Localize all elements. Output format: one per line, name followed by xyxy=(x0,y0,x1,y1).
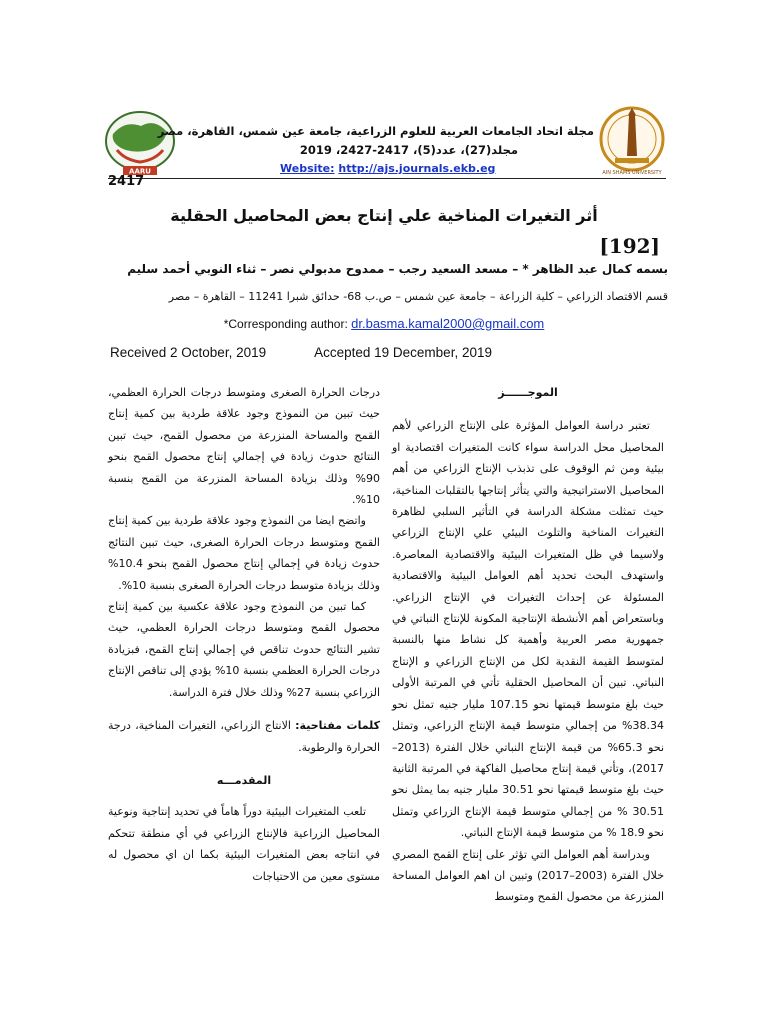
corresponding-label: *Corresponding author: xyxy=(223,317,348,331)
abstract-paragraph: تعتبر دراسة العوامل المؤثرة على الإنتاج الزراعي لأهم المحاصيل محل الدراسة سواء كانت المتغيرات اقتصادية او بيئية ومن ثم الوقوف على تذبذب الإنتاج الزراعي من أهم المحاصيل الاستراتيجية والتي يتأثر إنتاجها بالتقلبات المناخية، حيث تمثلت مشكلة الدراسة في التأثير السلبي لظاهرة التغيرات المناخية والتلوث البيئي علي الإنتاج الزراعي ولاسيما في ظل المتغيرات البيئية والاقتصادية المعاصرة. واستهدف البحث تحديد أهم العوامل البيئية والاقتصادية المسئولة عن إحداث التغيرات في الإنتاج الزراعي. وباستعراض أهم الأنشطة الإنتاجية المكونة للإنتاج النباتي في جمهورية مصر العربية وأهمية كل نشاط منها بالنسبة لمتوسط القيمة النقدية لكل من الإنتاج الزراعي و الإنتاج النباتي. تبين أن المحاصيل الحقلية تأتي في المرتبة الأولى حيث بلغ متوسط قيمتها نحو 107.15 مليار جنيه تمثل نحو 38.34% من إجمالي متوسط قيمة الإنتاج الزراعي، وتمثل نحو 65.3% من قيمة الإنتاج النباتي خلال الفترة (2013–2017)، وتأتي قيمة إنتاج محاصيل الفاكهة في المرتبة الثانية حيث بلغ متوسط قيمتها نحو 30.51 مليار جنيه بما يمثل نحو 30.51 % من إجمالي متوسط قيمة الإنتاج الزراعي وتمثل نحو 18.9 % من متوسط قيمة الإنتاج النباتي. xyxy=(392,419,665,840)
website-label: Website: xyxy=(280,162,335,175)
author-list: بسمه كمال عبد الظاهر * – مسعد السعيد رجب – ممدوح مدبولي نصر – ثناء النوبي أحمد سليم xyxy=(127,262,668,276)
article-title: أثر التغيرات المناخية علي إنتاج بعض المحاصيل الحقلية xyxy=(170,206,598,225)
ain-shams-logo xyxy=(597,104,667,178)
accepted-date: Accepted 19 December, 2019 xyxy=(314,345,492,360)
journal-name: مجلة اتحاد الجامعات العربية للعلوم الزراعية، جامعة عين شمس، القاهرة، مصر xyxy=(157,124,594,138)
website-link[interactable]: http://ajs.journals.ekb.eg xyxy=(338,162,496,175)
article-dates xyxy=(110,345,492,360)
corresponding-author xyxy=(0,316,768,331)
abstract-heading: الموجــــــز xyxy=(498,386,558,399)
intro-paragraph: تلعب المتغيرات البيئية دوراً هاماً في تحديد إنتاجية ونوعية المحاصيل الزراعية فالإنتاج الزراعي في أي منطقة تتحكم في انتاجه بعض المتغيرات البيئية بكما ان اي محصول له مستوى معين من الاحتياجات xyxy=(108,805,380,883)
svg-text:AARU: AARU xyxy=(129,167,151,176)
intro-heading: المقدمـــه xyxy=(216,773,272,787)
journal-volume: مجلد(27)، عدد(5)، 2417-2427، 2019 xyxy=(299,143,518,157)
header-divider xyxy=(108,178,666,179)
keywords-text: الانتاج الزراعي، التغيرات المناخية، درجة الحرارة والرطوبة. xyxy=(108,719,380,754)
author-affiliation: قسم الاقتصاد الزراعي – كلية الزراعة – جامعة عين شمس – ص.ب 68- حدائق شبرا 11241 – القاهرة – مصر xyxy=(168,290,668,303)
abstract-column xyxy=(392,382,664,908)
journal-website xyxy=(280,162,495,175)
body-paragraph: درجات الحرارة الصغرى ومتوسط درجات الحرارة العظمي، حيث تبين من النموذج وجود علاقة طردية بين كمية إنتاج القمح والمساحة المنزرعة من محصول القمح، حيث تبين النتائج حدوث زيادة في إجمالي إنتاج محصول القمح بنحو 90% وذلك بزيادة المساحة المنزرعة من القمح بنسبة 10%. xyxy=(108,386,380,507)
received-date: Received 2 October, 2019 xyxy=(110,345,267,360)
svg-text:AIN SHAMS UNIVERSITY: AIN SHAMS UNIVERSITY xyxy=(602,170,662,176)
left-column xyxy=(108,382,380,887)
body-paragraph: واتضح ايضا من النموذج وجود علاقة طردية بين كمية إنتاج القمح ومتوسط درجات الحرارة الصغرى، حيث تبين النتائج حدوث زيادة في إجمالي إنتاج محصول القمح بنحو 10.4% وذلك بزيادة متوسط درجات الحرارة الصغرى بنسبة 10%. xyxy=(108,514,380,592)
body-paragraph: كما تبين من النموذج وجود علاقة عكسية بين كمية إنتاج محصول القمح ومتوسط درجات الحرارة العظمي، حيث تشير النتائج حدوث تناقص في إجمالي إنتاج القمح، فبزيادة درجات الحرارة العظمي بنسبة 10% يؤدي إلى تناقص الإنتاج الزراعي بنسبة 27% وذلك خلال فترة الدراسة. xyxy=(108,600,380,699)
page-number: 2417 xyxy=(108,174,145,189)
corresponding-email-link[interactable]: dr.basma.kamal2000@gmail.com xyxy=(351,316,545,331)
keywords-label: كلمات مفتاحية: xyxy=(295,719,380,733)
article-id-badge: [192] xyxy=(599,234,660,258)
keywords xyxy=(108,715,380,758)
aaru-logo xyxy=(103,110,177,176)
abstract-paragraph: وبدراسة أهم العوامل التي تؤثر على إنتاج القمح المصري خلال الفترة (2003–2017) وتبين ان اهم العوامل المساحة المنزرعة من محصول القمح ومتوسط xyxy=(392,847,665,904)
